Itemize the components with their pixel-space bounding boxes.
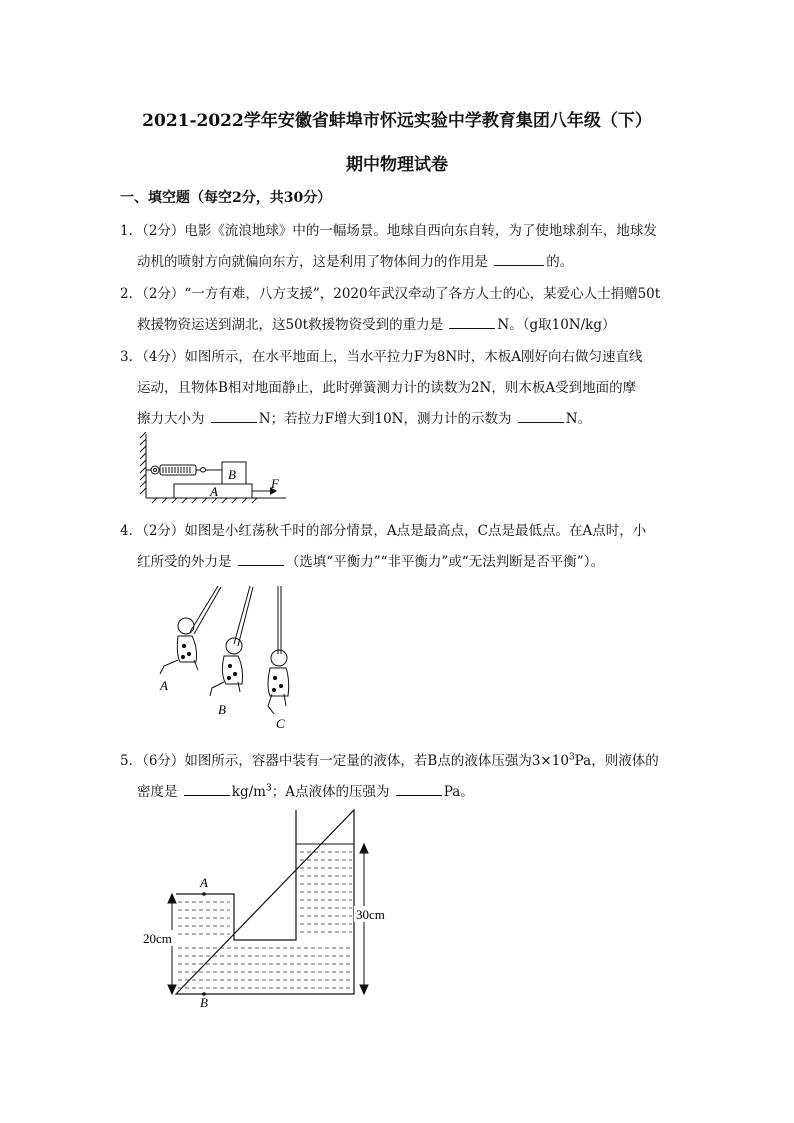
q2-line1: 2．（2分）“一方有难，八方支援”，2020年武汉牵动了各方人士的心，某爱心人士捐赠50t [120, 286, 661, 302]
q5-answer-blank-1[interactable] [184, 783, 230, 796]
q5-exponent-1: 3 [568, 752, 575, 763]
q3-text-b: N；若拉力F增大到10N，测力计的示数为 [258, 411, 516, 427]
q3-text-c: N。 [565, 411, 592, 427]
page-subtitle: 期中物理试卷 [346, 155, 448, 175]
q5-text-a: 5．（6分）如图所示，容器中装有一定量的液体，若B点的液体压强为3×10 [120, 753, 569, 769]
q4-text-b: （选填“平衡力”“非平衡力”或“无法判断是否平衡”）。 [285, 554, 604, 570]
q3-figure [138, 432, 288, 504]
wall-hatching [140, 432, 146, 498]
q1-line2 [137, 250, 573, 270]
swing-label-b: B [218, 702, 226, 717]
left-dimension-label: 20cm [143, 931, 172, 946]
swing-label-a: A [160, 678, 168, 693]
q1-answer-blank[interactable] [494, 253, 544, 266]
q2-text-b: N。（g取10N/kg） [497, 317, 616, 333]
section-heading: 一、填空题（每空2分，共30分） [120, 190, 332, 206]
q2-line2 [137, 313, 615, 333]
swing-figure-c [268, 586, 289, 714]
q5-text-d: kg/m [231, 784, 266, 800]
right-dimension-label: 30cm [356, 907, 385, 922]
q5-figure [138, 806, 398, 1012]
q4-line2 [137, 550, 604, 570]
q5-line1 [120, 749, 659, 769]
q5-text-e: ；A点液体的压强为 [271, 784, 394, 800]
q3-answer-blank-1[interactable] [211, 410, 257, 423]
liquid-hatching [178, 852, 352, 988]
q1-text-b: 的。 [546, 254, 574, 270]
q1-text-a: 动机的喷射方向就偏向东方，这是利用了物体间力的作用是 [137, 254, 493, 270]
q4-answer-blank[interactable] [238, 553, 284, 566]
q3-text-a: 擦力大小为 [137, 411, 209, 427]
q5-text-b: Pa，则液体的 [574, 753, 659, 769]
q5-exponent-2: 3 [265, 783, 272, 794]
point-a-label: A [200, 875, 208, 890]
q5-line2 [137, 780, 474, 800]
board-a-label: A [210, 484, 218, 499]
q1-line1: 1．（2分）电影《流浪地球》中的一幅场景。地球自西向东自转，为了使地球刹车，地球发 [120, 223, 657, 239]
q2-answer-blank[interactable] [449, 316, 495, 329]
q5-answer-blank-2[interactable] [396, 783, 442, 796]
q2-text-a: 救援物资运送到湖北，这50t救援物资受到的重力是 [137, 317, 448, 333]
point-b-label: B [200, 995, 208, 1010]
q3-answer-blank-2[interactable] [518, 410, 564, 423]
point-a-marker [202, 892, 206, 896]
swing-figure-b [210, 586, 253, 696]
q4-line1: 4．（2分）如图是小红荡秋千时的部分情景，A点是最高点，C点是最低点。在A点时，小 [120, 523, 647, 539]
swing-label-c: C [276, 716, 285, 731]
q4-text-a: 红所受的外力是 [137, 554, 236, 570]
spring-scale [146, 465, 222, 475]
q5-text-c: 密度是 [137, 784, 182, 800]
q5-text-f: Pa。 [443, 784, 474, 800]
page-title: 2021-2022学年安徽省蚌埠市怀远实验中学教育集团八年级（下） [142, 111, 652, 131]
q3-line2: 运动，且物体B相对地面静止，此时弹簧测力计的读数为2N，则木板A受到地面的摩 [137, 380, 637, 396]
block-b-label: B [228, 467, 236, 482]
q4-figure [138, 584, 298, 734]
swing-figure-a [160, 586, 221, 674]
q3-line3 [137, 407, 591, 427]
force-label: F [271, 476, 279, 491]
q3-line1: 3．（4分）如图所示，在水平地面上，当水平拉力F为8N时，木板A刚好向右做匀速直线 [120, 349, 643, 365]
